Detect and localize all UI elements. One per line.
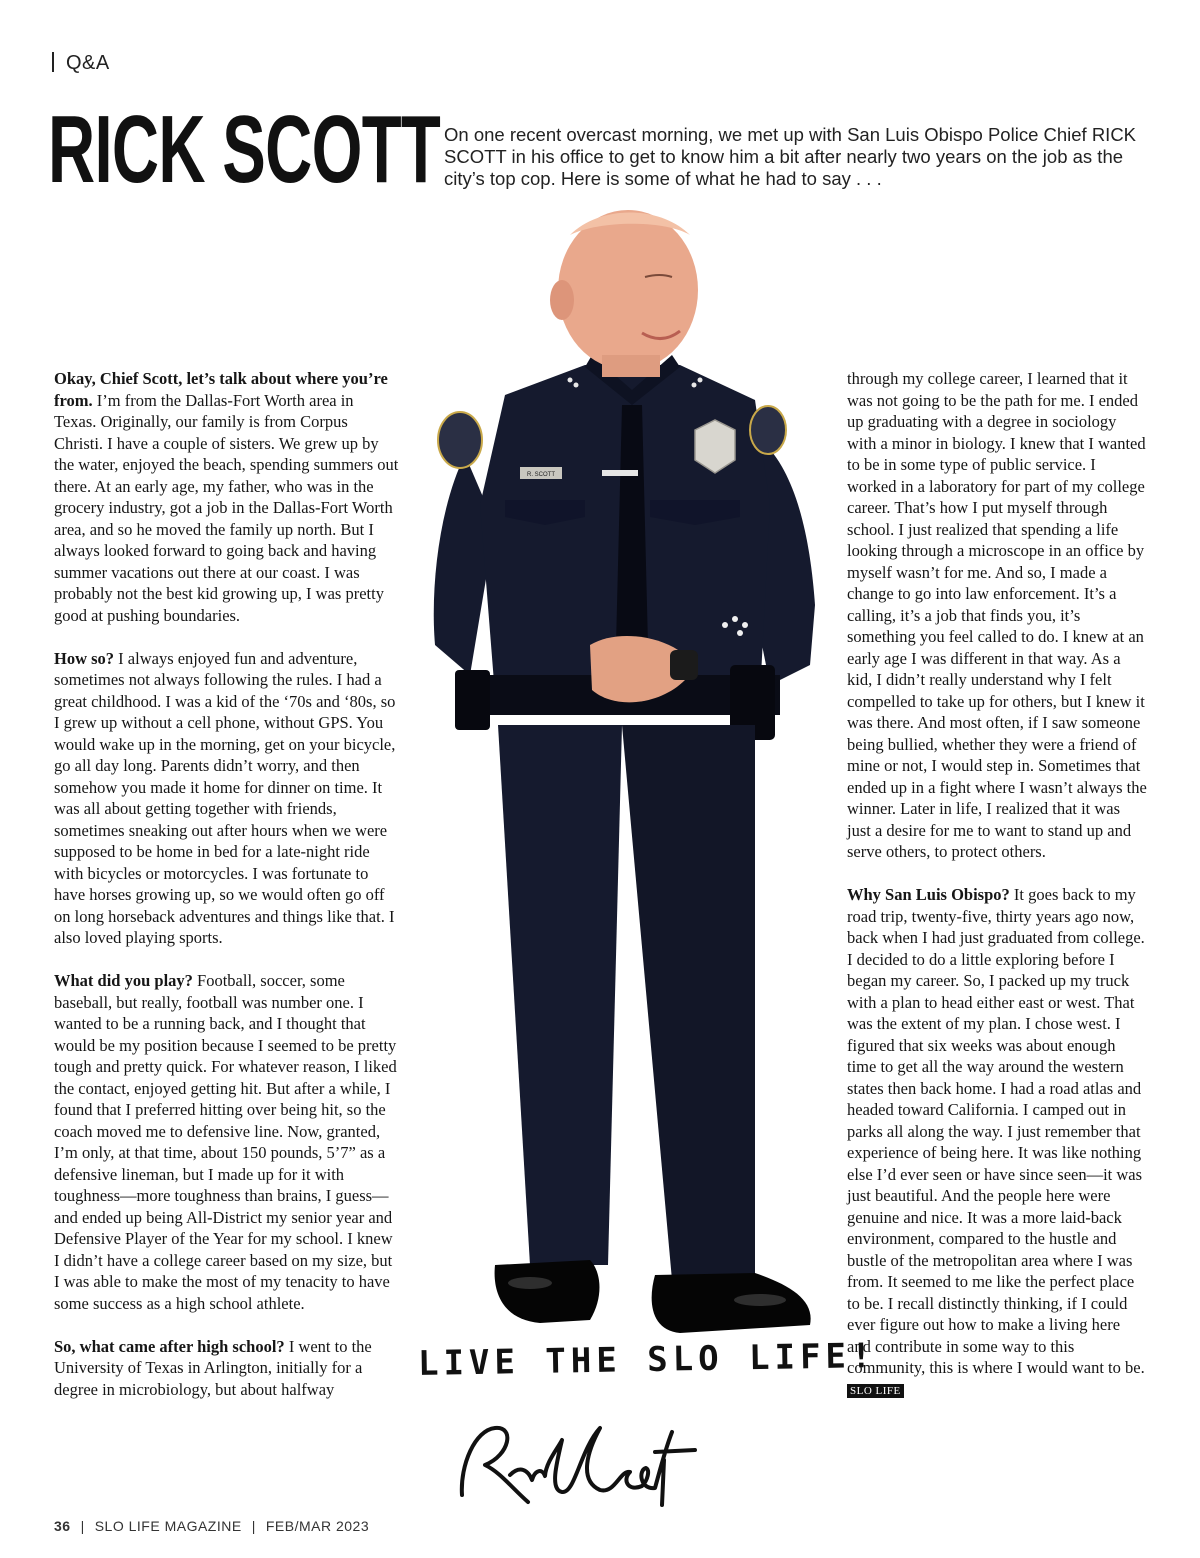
page-footer [54,1518,369,1534]
footer-divider: | [80,1518,85,1534]
left-column [54,368,399,1422]
nameplate-text: R. SCOTT [527,472,555,478]
issue-date: FEB/MAR 2023 [265,1518,370,1534]
answer: It goes back to my road trip, twenty-five, thirty years ago now, back when I had just graduated from college. I decided to do a little exploring before I began my career. So, I packed up my truck with a plan to head either east or west. That was the extent of my plan. I chose west. I figured that six weeks was about enough time to get all the way around the western states then back home. I had a road atlas and headed toward California. I camped out in parks all along the way. I just remember that experience of being here. It was like nothing else I’d ever seen or have since seen—it was just beautiful. And the people here were genuine and nice. It was a more laid-back environment, compared to the hustle and bustle of the metropolitan area where I was from. It seemed to me like the perfect place to be. I recall distinctly thinking, if I could ever figure out how to make a living here and contribute in some way to this community, this is where I would want to be. [847,885,1145,1377]
right-column [847,368,1147,1422]
portrait-photo [410,205,840,1355]
answer: through my college career, I learned that it was not going to be the path for me. I ended up graduating with a degree in sociology with a minor in biology. I knew that I wanted to be in some type of public service. I worked in a laboratory for part of my college career. That’s how I put myself through school. I just realized that spending a life looking through a microscope in an office by myself wasn’t for me. And so, I made a change to go into law enforcement. It’s a calling, it’s a job that finds you, it’s something you feel called to do. I knew at an early age I was different in that way. As a kid, I didn’t really understand why I felt compelled to take up for others, but I knew it was there. And most often, if I saw someone being bullied, whether they were a friend of mine or not, I would step in. Sometimes that ended up in a fight where I wasn’t always the winner. Later in life, I realized that it was just a desire for me to want to stand up and serve others, to protect others. [847,369,1147,861]
page-title: RICK SCOTT [48,96,441,203]
magazine-name: SLO LIFE MAGAZINE [94,1518,242,1534]
qa-paragraph [54,970,399,1314]
answer: Football, soccer, some baseball, but really, football was number one. I wanted to be a running back, and I thought that would be my position because I seemed to be pretty tough and pretty quick. For whatever reason, I liked the contact, enjoyed getting hit. But after a while, I found that I preferred hitting over being hit, so the coach moved me to defensive line. Now, granted, I’m only, at that time, about 150 pounds, 5’7” as a defensive lineman, but I made up for it with toughness—more toughness than brains, I guess—and ended up being All-District my senior year and Defensive Player of the Year for my school. I knew I didn’t have a college career based on my size, but I was able to make the most of my tenacity to have some success as a high school athlete. [54,971,397,1313]
answer: I went to the University of Texas in Arlington, initially for a degree in microbiology, but about halfway [54,1336,372,1399]
page-number: 36 [54,1518,71,1534]
question: Why San Luis Obispo? [847,885,1010,904]
intro-paragraph: On one recent overcast morning, we met up with San Luis Obispo Police Chief RICK SCOTT in his office to get to know him a bit after nearly two years on the job as the city’s top cop. Here is some of what he had to say . . . [444,124,1137,189]
question: So, what came after high school? [54,1336,285,1356]
question: What did you play? [54,971,193,990]
qa-paragraph [847,368,1147,863]
qa-paragraph [54,648,399,949]
qa-paragraph [847,884,1147,1400]
section-name: Q&A [66,52,110,74]
qa-paragraph [54,368,399,626]
signature-image [450,1410,700,1520]
qa-paragraph [54,1336,399,1401]
section-label [52,52,110,75]
question: Okay, Chief Scott, let’s talk about where you’re from. [54,369,388,410]
answer: I always enjoyed fun and adventure, sometimes not always following the rules. I had a great childhood. I was a kid of the ‘70s and ‘80s, so I grew up without a cell phone, without GPS. You would wake up in the morning, get on your bicycle, go all day long. Parents didn’t worry, and then somehow you made it home for dinner on time. It was all about getting together with friends, sometimes sneaking out after hours when we were supposed to be home in bed for a late-night ride with bicycles or motorcycles. I was fortunate to have horses growing up, so we would often go off on long horseback adventures and things like that. I also loved playing sports. [54,648,396,947]
question: How so? [54,648,115,668]
answer: I’m from the Dallas-Fort Worth area in Texas. Originally, our family is from Corpus Christi. I have a couple of sisters. We grew up by the water, enjoyed the beach, spending summers out there. At an early age, my father, who was in the grocery industry, got a job in the Dallas-Fort Worth area, and so he moved the family up north. But I always looked forward to going back and having summer vacations out there at our coast. I was probably not the best kid growing up, I was pretty good at pushing boundaries. [54,390,399,625]
divider [52,52,54,72]
end-tag: SLO LIFE [847,1384,904,1398]
handwritten-slogan: LIVE THE SLO LIFE! [417,1336,877,1384]
footer-divider: | [251,1518,256,1534]
